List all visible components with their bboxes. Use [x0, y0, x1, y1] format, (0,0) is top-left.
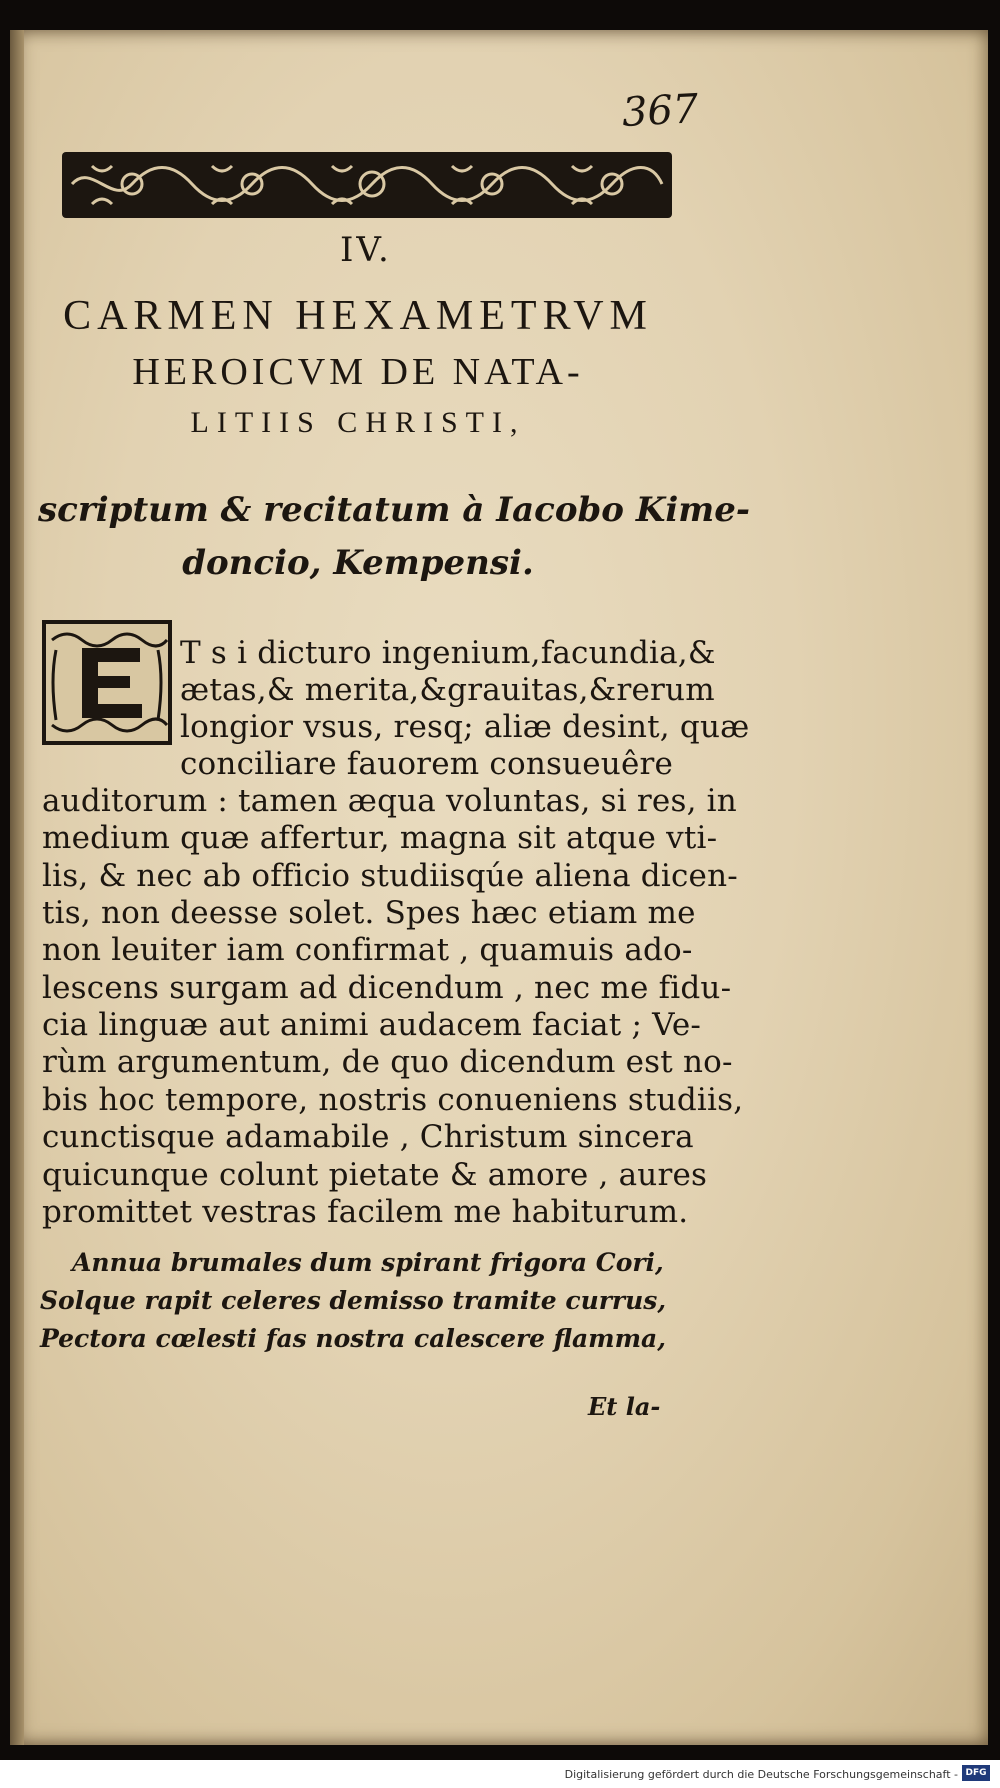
body-line: T s i dicturo ingenium,facundia,& — [180, 635, 716, 671]
verse-line: Solque rapit celeres demisso tramite currus, — [40, 1286, 667, 1315]
body-line: lis, & nec ab officio studiisqúe aliena dicen- — [42, 858, 738, 894]
body-line: quicunque colunt pietate & amore , aures — [42, 1157, 708, 1193]
title-line: HEROICVM DE NATA- — [132, 351, 584, 393]
body-line: tis, non deesse solet. Spes hæc etiam me — [42, 895, 696, 931]
subtitle-line: scriptum & recitatum à Iacobo Kime- — [38, 490, 751, 530]
book-page — [10, 30, 988, 1745]
verse-line: Pectora cœlesti fas nostra calescere flamma, — [40, 1324, 666, 1353]
body-line: auditorum : tamen æqua voluntas, si res, in — [42, 783, 737, 819]
body-line: ætas,& merita,&grauitas,&rerum — [180, 672, 715, 708]
ornamental-headpiece — [62, 122, 672, 222]
section-number: IV. — [340, 230, 392, 270]
verse-line: Annua brumales dum spirant frigora Cori, — [72, 1248, 664, 1277]
page-edge-shadow — [10, 30, 24, 1745]
body-line: medium quæ affertur, magna sit atque vti- — [42, 820, 718, 856]
title-line: CARMEN HEXAMETRVM — [63, 293, 653, 339]
title-line: LITIIS CHRISTI, — [190, 406, 526, 439]
body-line: non leuiter iam confirmat , quamuis ado- — [42, 932, 693, 968]
body-line: conciliare fauorem consueuêre — [180, 746, 674, 782]
catchword: Et la- — [588, 1392, 661, 1421]
decorated-initial-e — [42, 620, 172, 745]
dfg-logo: DFG — [962, 1765, 990, 1781]
page-number: 367 — [620, 86, 700, 136]
body-line: lescens surgam ad dicendum , nec me fidu- — [42, 970, 732, 1006]
body-line: cunctisque adamabile , Christum sincera — [42, 1119, 694, 1155]
body-line: bis hoc tempore, nostris conueniens studiis, — [42, 1082, 744, 1118]
body-line: cia linguæ aut animi audacem faciat ; Ve- — [42, 1007, 702, 1043]
subtitle-line: doncio, Kempensi. — [182, 543, 534, 583]
body-line: longior vsus, resq; aliæ desint, quæ — [180, 709, 750, 745]
body-line: promittet vestras facilem me habiturum. — [42, 1194, 689, 1230]
footer-credit: Digitalisierung gefördert durch die Deutsche Forschungsgemeinschaft - — [564, 1768, 958, 1781]
body-line: rùm argumentum, de quo dicendum est no- — [42, 1044, 733, 1080]
